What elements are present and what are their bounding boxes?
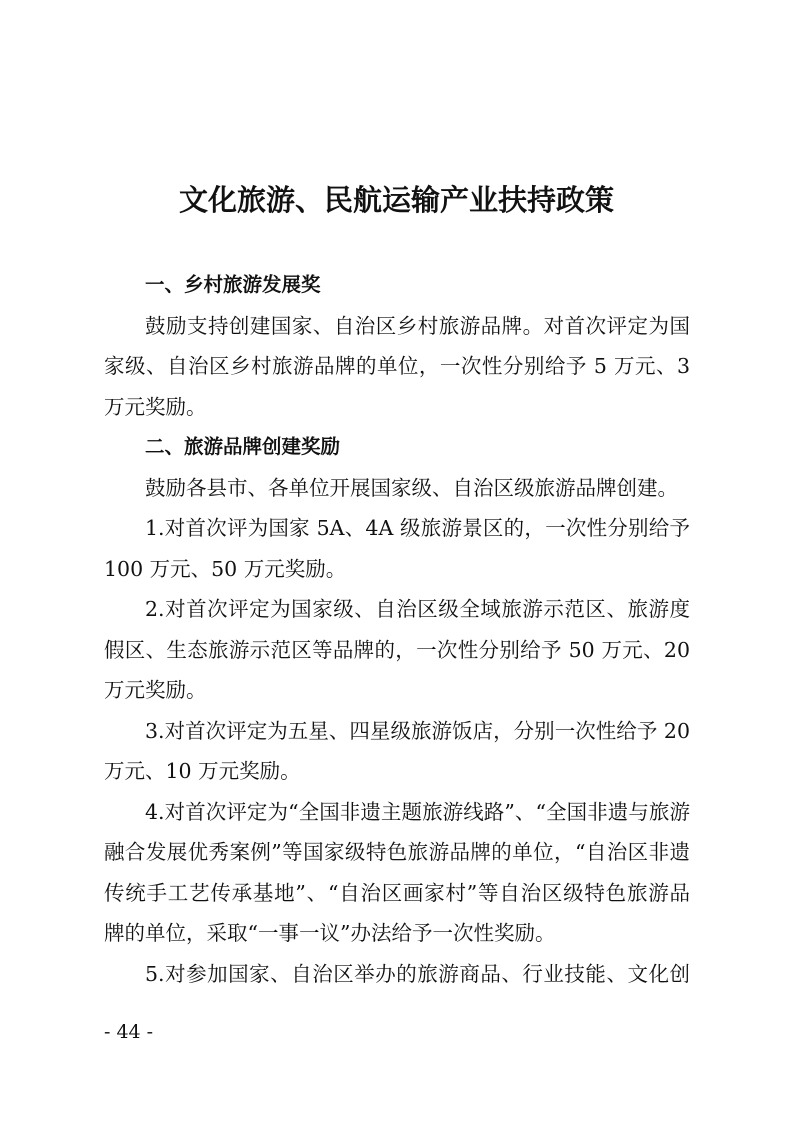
paragraph-line: 3.对首次评定为五星、四星级旅游饭店，分别一次性给予 20 [145, 718, 690, 743]
paragraph-line: 2.对首次评定为国家级、自治区级全域旅游示范区、旅游度 [145, 597, 690, 621]
paragraph-line: 家级、自治区乡村旅游品牌的单位，一次性分别给予 5 万元、3 [104, 354, 690, 378]
page-number: - 44 - [104, 1021, 154, 1043]
section-heading: 二、旅游品牌创建奖励 [145, 435, 341, 458]
paragraph-line: 传统手工艺传承基地”、“自治区画家村”等自治区级特色旅游品 [104, 880, 690, 905]
paragraph-line: 100 万元、50 万元奖励。 [104, 556, 347, 581]
paragraph-line: 4.对首次评定为“全国非遗主题旅游线路”、“全国非遗与旅游 [145, 799, 690, 824]
paragraph-line: 牌的单位，采取“一事一议”办法给予一次性奖励。 [104, 921, 556, 945]
paragraph-line: 万元奖励。 [104, 394, 207, 419]
paragraph-line: 假区、生态旅游示范区等品牌的，一次性分别给予 50 万元、20 [104, 637, 690, 662]
paragraph-line: 5.对参加国家、自治区举办的旅游商品、行业技能、文化创 [145, 961, 690, 986]
page-title: 文化旅游、民航运输产业扶持政策 [178, 183, 614, 217]
paragraph-line: 鼓励各县市、各单位开展国家级、自治区级旅游品牌创建。 [145, 475, 678, 500]
paragraph-line: 万元奖励。 [104, 678, 207, 702]
paragraph-line: 1.对首次评为国家 5A、4A 级旅游景区的，一次性分别给予 [145, 516, 690, 540]
paragraph-line: 万元、10 万元奖励。 [104, 759, 301, 783]
paragraph-line: 鼓励支持创建国家、自治区乡村旅游品牌。对首次评定为国 [145, 313, 690, 338]
paragraph-line: 融合发展优秀案例”等国家级特色旅游品牌的单位，“自治区非遗 [104, 840, 690, 864]
document-body [104, 265, 690, 994]
section-heading: 一、乡村旅游发展奖 [145, 273, 321, 296]
